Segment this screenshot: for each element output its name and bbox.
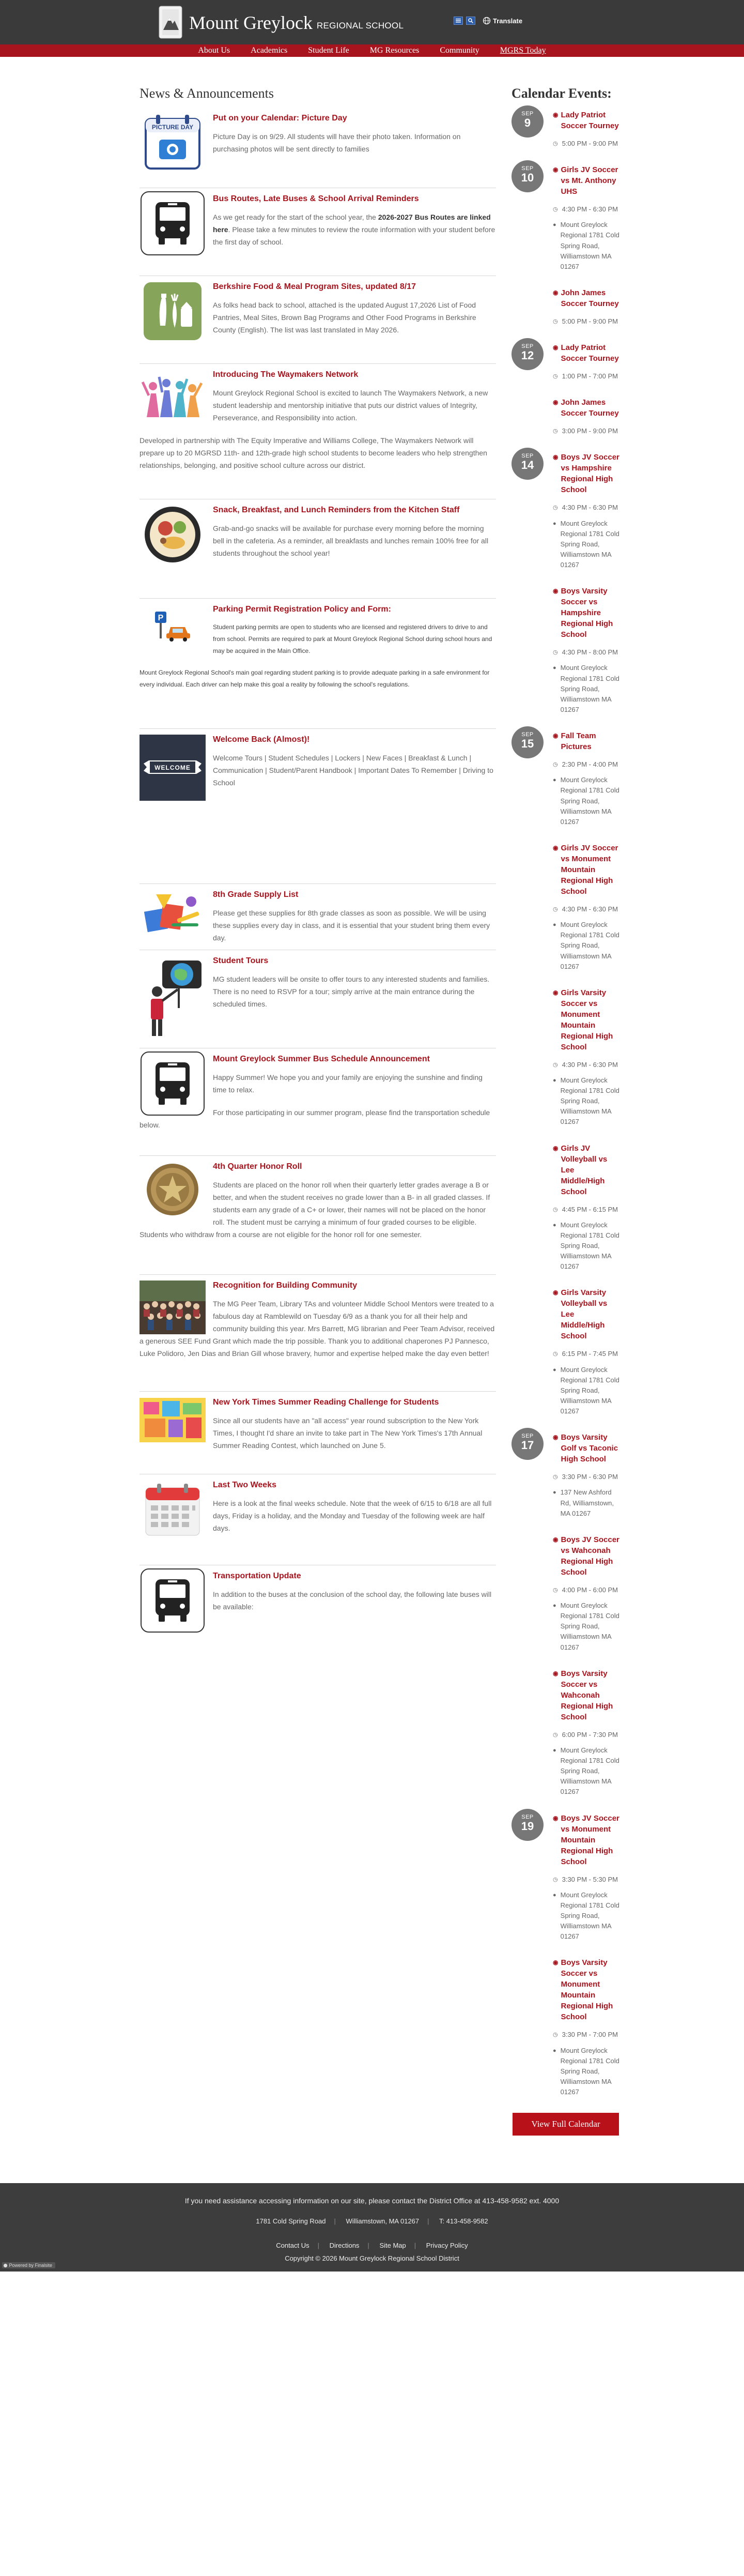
calendar-icon[interactable] xyxy=(140,1480,206,1539)
event-day: 19 xyxy=(521,1819,534,1833)
calendar-column xyxy=(512,86,620,2161)
news-heading: News & Announcements xyxy=(140,86,274,101)
map-pin-icon: ● xyxy=(553,1366,556,1373)
news-item xyxy=(140,499,496,599)
footer-link-privacy-policy[interactable]: Privacy Policy xyxy=(426,2242,468,2250)
event-location: ● Mount Greylock Regional 1781 Cold Spring Road, Williamstown MA 01267 xyxy=(553,775,620,827)
event-title[interactable]: ◉ Lady Patriot Soccer Tourney xyxy=(553,343,619,363)
news-item xyxy=(140,1048,496,1156)
event-title[interactable]: ◉ Lady Patriot Soccer Tourney xyxy=(553,111,619,130)
calendar-event xyxy=(512,730,620,827)
news-summary: As folks head back to school, attached is the updated August 17,2026 List of Food Pantries, Meal Sites, Brown Bag Programs and Other Food Programs in Berkshire County (English). The list was last translated in May 2026. xyxy=(213,301,476,334)
news-summary: MG student leaders will be onsite to offer tours to any interested students and families. There is no need to RSVP for a tour; simply arrive at the main entrance during the scheduled times. xyxy=(213,975,490,1009)
news-paragraph: Developed in partnership with The Equity Imperative and Williams College, The Waymakers Network will prepare up to 20 MGRSD 11th- and 12th-grade high school students to become leaders who help strengthen relationships, belonging, and positive school culture across our district. xyxy=(140,436,487,470)
event-month: SEP xyxy=(521,1433,534,1440)
event-time: ◷ 3:30 PM - 7:00 PM xyxy=(553,2030,620,2040)
clock-icon: ◷ xyxy=(553,761,558,768)
event-date-badge xyxy=(512,1809,544,1841)
calendar-event xyxy=(512,1957,620,2097)
footer-link-directions[interactable]: Directions xyxy=(329,2242,360,2250)
event-title[interactable]: ◉ Girls JV Volleyball vs Lee Middle/High School xyxy=(553,1144,608,1196)
news-title[interactable]: 4th Quarter Honor Roll xyxy=(213,1162,302,1171)
map-pin-icon: ● xyxy=(553,2047,556,2054)
event-location: ● Mount Greylock Regional 1781 Cold Spring Road, Williamstown MA 01267 xyxy=(553,220,620,272)
eye-icon: ◉ xyxy=(553,988,559,996)
school-subtitle: REGIONAL SCHOOL xyxy=(316,21,404,31)
news-summary: In addition to the buses at the conclusion of the school day, the following late buses will be available: xyxy=(213,1590,492,1611)
eye-icon: ◉ xyxy=(553,1144,559,1152)
news-item xyxy=(140,729,496,884)
event-location: ● Mount Greylock Regional 1781 Cold Spring Road, Williamstown MA 01267 xyxy=(553,1365,620,1417)
clock-icon: ◷ xyxy=(553,1061,558,1068)
eye-icon: ◉ xyxy=(553,166,559,174)
news-item xyxy=(140,884,496,950)
news-item xyxy=(140,1156,496,1275)
event-time: ◷ 2:30 PM - 4:00 PM xyxy=(553,759,620,770)
event-location: ● 137 New Ashford Rd, Williamstown, MA 01267 xyxy=(553,1487,620,1518)
event-location: ● Mount Greylock Regional 1781 Cold Spring Road, Williamstown MA 01267 xyxy=(553,920,620,972)
footer-phone[interactable]: T: 413-458-9582 xyxy=(439,2217,488,2226)
event-title[interactable]: ◉ John James Soccer Tourney xyxy=(553,288,619,308)
news-summary: Students are placed on the honor roll when their quarterly letter grades average a B or better, and when the student receives no grade lower than a B- in all graded classes. If students earn any grade of a C+ or lower, their names will not be placed on the honor roll. The student must be carrying a minimum of four graded courses to be eligible. Students who withdraw from a course are not eligible for the honor roll for one semester. xyxy=(140,1181,490,1239)
clock-icon: ◷ xyxy=(553,206,558,213)
news-summary: Grab-and-go snacks will be available for purchase every morning before the morning bell in the cafeteria. As a reminder, all breakfasts and lunches remain 100% free for all students throughout the school year! xyxy=(213,524,489,558)
calendar-heading: Calendar Events: xyxy=(512,86,612,101)
eye-icon: ◉ xyxy=(553,288,559,296)
main-nav xyxy=(0,44,744,57)
calendar-event xyxy=(512,1534,620,1653)
eye-icon: ◉ xyxy=(553,453,559,461)
news-column xyxy=(140,86,496,2161)
news-title[interactable]: Bus Routes, Late Buses & School Arrival Reminders xyxy=(213,194,419,203)
map-pin-icon: ● xyxy=(553,1603,556,1609)
clock-icon: ◷ xyxy=(553,1206,558,1213)
news-title[interactable]: Transportation Update xyxy=(213,1572,301,1580)
news-title[interactable]: Put on your Calendar: Picture Day xyxy=(213,114,347,123)
calendar-event-list xyxy=(512,110,620,2097)
eye-icon: ◉ xyxy=(553,344,559,352)
bus-routes-link[interactable]: 2026-2027 Bus Routes are linked here xyxy=(213,213,491,234)
map-pin-icon: ● xyxy=(553,222,556,228)
map-pin-icon: ● xyxy=(553,520,556,527)
powered-by-badge[interactable]: Powered by Finalsite xyxy=(2,2262,55,2268)
site-header xyxy=(0,0,744,44)
news-summary: Here is a look at the final weeks schedule. Note that the week of 6/15 to 6/18 are all full days, Friday is a holiday, and the Monday and Tuesday of the following week are half days. xyxy=(213,1499,492,1533)
event-date-badge xyxy=(512,160,544,192)
event-day: 17 xyxy=(521,1439,534,1452)
school-seal-icon xyxy=(156,4,185,40)
clock-icon: ◷ xyxy=(553,505,558,511)
news-summary: Happy Summer! We hope you and your family are enjoying the sunshine and finding time to relax. xyxy=(213,1073,483,1094)
svg-text:WELCOME: WELCOME xyxy=(154,764,191,771)
news-summary: The MG Peer Team, Library TAs and volunteer Middle School Mentors were treated to a fabulous day at Ramblewild on Tuesday 6/9 as a thank you for all their help and community building this year. Mrs Barrett, MG librarian and Peer Team Advisor, received a generous SEE Fund Grant which made the trip possible. Thank you to additional chaperones PJ Pannesco, Luke Polidoro, Jen Dias and Brian Gill whose bravery, humor and expertise helped make the day even better! xyxy=(140,1300,495,1358)
calendar-event xyxy=(512,1287,620,1416)
event-title[interactable]: ◉ Boys JV Soccer vs Hampshire Regional High School xyxy=(553,453,619,495)
clock-icon: ◷ xyxy=(553,906,558,912)
calendar-event xyxy=(512,452,620,570)
svg-text:PICTURE DAY: PICTURE DAY xyxy=(151,124,194,131)
news-item xyxy=(140,364,496,499)
brand-logo[interactable] xyxy=(156,4,404,40)
nav-mgrs-today[interactable]: MGRS Today xyxy=(500,46,546,55)
map-pin-icon: ● xyxy=(553,1222,556,1228)
eye-icon: ◉ xyxy=(553,587,559,595)
event-date-badge xyxy=(512,105,544,138)
clock-icon: ◷ xyxy=(553,1731,558,1738)
news-item xyxy=(140,276,496,364)
clock-icon: ◷ xyxy=(553,141,558,147)
event-title[interactable]: ◉ Boys Varsity Soccer vs Monument Mountain Regional High School xyxy=(553,1958,613,2022)
bus-icon[interactable] xyxy=(140,1054,206,1114)
news-summary: Welcome Tours | Student Schedules | Lockers | New Faces | Breakfast & Lunch | Communication | Student/Parent Handbook | Important Dates To Remember | Driving to School xyxy=(213,754,493,787)
news-title[interactable]: Mount Greylock Summer Bus Schedule Announcement xyxy=(213,1055,430,1063)
nav-community[interactable]: Community xyxy=(440,46,479,55)
globe-icon xyxy=(483,17,491,25)
news-item xyxy=(140,599,496,729)
event-title[interactable]: ◉ Boys JV Soccer vs Wahconah Regional High School xyxy=(553,1535,619,1577)
event-month: SEP xyxy=(521,111,534,117)
event-time: ◷ 4:00 PM - 6:00 PM xyxy=(553,1585,620,1595)
clock-icon: ◷ xyxy=(553,428,558,435)
main-content xyxy=(140,57,619,2161)
eye-icon: ◉ xyxy=(553,111,559,118)
calendar-event xyxy=(512,287,620,327)
event-title[interactable]: ◉ Boys Varsity Soccer vs Wahconah Regional High School xyxy=(553,1669,613,1721)
event-day: 14 xyxy=(521,459,534,472)
medal-icon[interactable] xyxy=(140,1161,206,1218)
news-summary: Since all our students have an "all access" year round subscription to the New York Times, I thought I'd share an invite to take part in The New York Times's 17th Annual Summer Reading Contest, which launched on June 5. xyxy=(213,1416,483,1450)
eye-icon: ◉ xyxy=(553,399,559,406)
news-title[interactable]: Introducing The Waymakers Network xyxy=(213,370,359,379)
eye-icon: ◉ xyxy=(553,1959,559,1967)
event-title[interactable]: ◉ John James Soccer Tourney xyxy=(553,398,619,418)
event-time: ◷ 4:45 PM - 6:15 PM xyxy=(553,1205,620,1215)
event-time: ◷ 6:15 PM - 7:45 PM xyxy=(553,1349,620,1359)
calendar-event xyxy=(512,397,620,436)
svg-text:P: P xyxy=(158,614,164,622)
calendar-event xyxy=(512,1143,620,1272)
event-time: ◷ 3:00 PM - 9:00 PM xyxy=(553,426,620,436)
bus-icon[interactable] xyxy=(140,1571,206,1630)
map-pin-icon: ● xyxy=(553,922,556,928)
news-summary: As we get ready for the start of the school year, the 2026-2027 Bus Routes are linked here. Please take a few minutes to review the route information with your student before the first day of school. xyxy=(213,213,495,247)
site-footer xyxy=(0,2183,744,2272)
news-item xyxy=(140,1275,496,1392)
clock-icon: ◷ xyxy=(553,373,558,380)
news-item xyxy=(140,1474,496,1565)
map-pin-icon: ● xyxy=(553,1747,556,1754)
news-title[interactable]: New York Times Summer Reading Challenge for Students xyxy=(213,1398,439,1407)
news-title[interactable]: 8th Grade Supply List xyxy=(213,890,299,899)
accessibility-notice: If you need assistance accessing information on our site, please contact the District Office at 413-458-9582 ext. 4000 xyxy=(184,2197,560,2205)
calendar-event xyxy=(512,1813,620,1942)
event-date-badge xyxy=(512,1428,544,1460)
calendar-event xyxy=(512,843,620,972)
clock-icon: ◷ xyxy=(553,649,558,656)
event-time: ◷ 4:30 PM - 6:30 PM xyxy=(553,904,620,914)
news-summary: Student parking permits are open to students who are licensed and registered drivers to drive to and from school. Permits are required to park at Mount Greylock Regional School during school hours and may be acquired in the Main Office. xyxy=(213,623,492,654)
clock-icon: ◷ xyxy=(553,1474,558,1481)
header-tools xyxy=(454,17,522,25)
welcome-banner-icon[interactable] xyxy=(140,734,206,801)
event-title[interactable]: ◉ Boys JV Soccer vs Monument Mountain Regional High School xyxy=(553,1813,619,1866)
event-month: SEP xyxy=(521,731,534,738)
translate-label: Translate xyxy=(493,17,523,25)
event-month: SEP xyxy=(521,453,534,460)
event-month: SEP xyxy=(521,343,534,350)
event-month: SEP xyxy=(521,1813,534,1820)
news-item xyxy=(140,108,496,188)
nav-about-us[interactable]: About Us xyxy=(198,46,230,55)
event-location: ● Mount Greylock Regional 1781 Cold Spring Road, Williamstown MA 01267 xyxy=(553,1890,620,1942)
event-location: ● Mount Greylock Regional 1781 Cold Spring Road, Williamstown MA 01267 xyxy=(553,1601,620,1653)
footer-link-contact-us[interactable]: Contact Us xyxy=(276,2242,309,2250)
map-pin-icon: ● xyxy=(553,1489,556,1496)
eye-icon: ◉ xyxy=(553,844,559,851)
news-title[interactable]: Student Tours xyxy=(213,956,269,965)
event-time: ◷ 4:30 PM - 6:30 PM xyxy=(553,204,620,215)
footer-links: Contact Us | Directions | Site Map | Privacy Policy xyxy=(276,2242,468,2250)
event-time: ◷ 6:00 PM - 7:30 PM xyxy=(553,1730,620,1740)
event-day: 15 xyxy=(521,737,534,751)
group-photo-icon[interactable] xyxy=(140,1280,206,1335)
event-location: ● Mount Greylock Regional 1781 Cold Spring Road, Williamstown MA 01267 xyxy=(553,1745,620,1797)
eye-icon: ◉ xyxy=(553,1289,559,1297)
news-title[interactable]: Berkshire Food & Meal Program Sites, updated 8/17 xyxy=(213,282,416,291)
news-item xyxy=(140,1565,496,1648)
picture-day-icon[interactable] xyxy=(140,113,206,173)
footer-link-site-map[interactable]: Site Map xyxy=(379,2242,406,2250)
event-title[interactable]: ◉ Girls Varsity Soccer vs Monument Mountain Regional High School xyxy=(553,988,613,1051)
event-title[interactable]: ◉ Fall Team Pictures xyxy=(553,731,596,752)
eye-icon: ◉ xyxy=(553,1669,559,1677)
bus-icon[interactable] xyxy=(140,193,206,253)
event-time: ◷ 5:00 PM - 9:00 PM xyxy=(553,139,620,149)
clock-icon: ◷ xyxy=(553,1351,558,1358)
event-date-badge xyxy=(512,448,544,480)
map-pin-icon: ● xyxy=(553,1892,556,1898)
map-pin-icon: ● xyxy=(553,665,556,672)
clock-icon: ◷ xyxy=(553,1876,558,1883)
event-time: ◷ 4:30 PM - 6:30 PM xyxy=(553,502,620,513)
eye-icon: ◉ xyxy=(553,1814,559,1822)
news-summary: Mount Greylock Regional School is excited to launch The Waymakers Network, a new student leadership and mentorship initiative that puts our district values of Integrity, Perseverance, and Responsibility into action. xyxy=(213,389,488,422)
news-item xyxy=(140,950,496,1048)
event-month: SEP xyxy=(521,165,534,172)
event-time: ◷ 3:30 PM - 5:30 PM xyxy=(553,1874,620,1885)
nav-academics[interactable]: Academics xyxy=(251,46,288,55)
event-title[interactable]: ◉ Boys Varsity Golf vs Taconic High School xyxy=(553,1433,618,1464)
plate-icon[interactable] xyxy=(140,505,206,565)
event-title[interactable]: ◉ Girls JV Soccer vs Mt. Anthony UHS xyxy=(553,165,618,196)
school-name: Mount Greylock xyxy=(189,12,313,33)
address-line-1: 1781 Cold Spring Road xyxy=(256,2217,326,2226)
search-icon[interactable] xyxy=(466,17,475,25)
event-day: 9 xyxy=(524,116,531,129)
supplies-icon[interactable] xyxy=(140,889,206,936)
map-pin-icon: ● xyxy=(553,777,556,784)
clock-icon: ◷ xyxy=(553,1587,558,1593)
event-location: ● Mount Greylock Regional 1781 Cold Spring Road, Williamstown MA 01267 xyxy=(553,519,620,571)
news-paragraph: For those participating in our summer program, please find the transportation schedule below. xyxy=(140,1108,490,1130)
event-title[interactable]: ◉ Boys Varsity Soccer vs Hampshire Regional High School xyxy=(553,587,613,639)
clock-icon: ◷ xyxy=(553,318,558,325)
calendar-event xyxy=(512,164,620,272)
news-title[interactable]: Recognition for Building Community xyxy=(213,1281,358,1290)
news-summary: Please get these supplies for 8th grade classes as soon as possible. We will be using these supplies every day in class, and it is essential that your student bring them every day. xyxy=(213,909,490,942)
news-title[interactable]: Parking Permit Registration Policy and Form: xyxy=(213,605,391,614)
calendar-event xyxy=(512,110,620,149)
map-pin-icon: ● xyxy=(553,1077,556,1084)
reading-collage-icon[interactable] xyxy=(140,1397,206,1443)
event-time: ◷ 4:30 PM - 6:30 PM xyxy=(553,1060,620,1070)
parking-icon[interactable] xyxy=(140,604,206,645)
menu-icon[interactable] xyxy=(454,17,463,25)
nav-mg-resources[interactable]: MG Resources xyxy=(369,46,420,55)
finalsite-logo-icon xyxy=(3,2263,8,2268)
eye-icon: ◉ xyxy=(553,1535,559,1543)
calendar-event xyxy=(512,1668,620,1797)
view-full-calendar-button[interactable]: View Full Calendar xyxy=(513,2113,618,2136)
eye-icon: ◉ xyxy=(553,1434,559,1441)
calendar-event xyxy=(512,1432,620,1519)
event-time: ◷ 4:30 PM - 8:00 PM xyxy=(553,647,620,658)
event-time: ◷ 5:00 PM - 9:00 PM xyxy=(553,316,620,327)
news-title[interactable]: Welcome Back (Almost)! xyxy=(213,735,310,744)
nav-student-life[interactable]: Student Life xyxy=(308,46,349,55)
news-title[interactable]: Last Two Weeks xyxy=(213,1481,276,1489)
news-title[interactable]: Snack, Breakfast, and Lunch Reminders from the Kitchen Staff xyxy=(213,506,460,514)
clock-icon: ◷ xyxy=(553,2032,558,2038)
event-time: ◷ 3:30 PM - 6:30 PM xyxy=(553,1472,620,1482)
news-item xyxy=(140,188,496,276)
event-location: ● Mount Greylock Regional 1781 Cold Spring Road, Williamstown MA 01267 xyxy=(553,1220,620,1272)
news-paragraph: Mount Greylock Regional School's main goal regarding student parking is to provide adequate parking in a safe environment for every individual. Each driver can help make this goal a reality by following the school's regulations. xyxy=(140,669,490,689)
address-line-2: Williamstown, MA 01267 xyxy=(346,2217,420,2226)
event-time: ◷ 1:00 PM - 7:00 PM xyxy=(553,371,620,382)
tour-guide-icon[interactable] xyxy=(140,955,206,1038)
food-icon[interactable] xyxy=(140,281,206,341)
event-day: 12 xyxy=(521,349,534,362)
calendar-event xyxy=(512,987,620,1127)
eye-icon: ◉ xyxy=(553,732,559,740)
event-date-badge xyxy=(512,338,544,370)
event-location: ● Mount Greylock Regional 1781 Cold Spring Road, Williamstown MA 01267 xyxy=(553,663,620,715)
event-title[interactable]: ◉ Girls Varsity Volleyball vs Lee Middle/High School xyxy=(553,1288,608,1341)
event-location: ● Mount Greylock Regional 1781 Cold Spring Road, Williamstown MA 01267 xyxy=(553,1075,620,1127)
news-item xyxy=(140,1392,496,1474)
translate-button[interactable] xyxy=(483,17,522,25)
event-location: ● Mount Greylock Regional 1781 Cold Spring Road, Williamstown MA 01267 xyxy=(553,2046,620,2098)
copyright: Copyright © 2026 Mount Greylock Regional School District xyxy=(285,2254,459,2263)
footer-address: 1781 Cold Spring Road | Williamstown, MA 01267 | T: 413-458-9582 xyxy=(256,2217,488,2226)
calendar-event xyxy=(512,342,620,382)
event-day: 10 xyxy=(521,171,534,185)
event-date-badge xyxy=(512,726,544,758)
people-icon[interactable] xyxy=(140,369,206,429)
news-summary: Picture Day is on 9/29. All students will have their photo taken. Information on purchasing photos will be sent directly to families xyxy=(213,132,461,154)
calendar-event xyxy=(512,586,620,715)
event-title[interactable]: ◉ Girls JV Soccer vs Monument Mountain Regional High School xyxy=(553,843,618,896)
